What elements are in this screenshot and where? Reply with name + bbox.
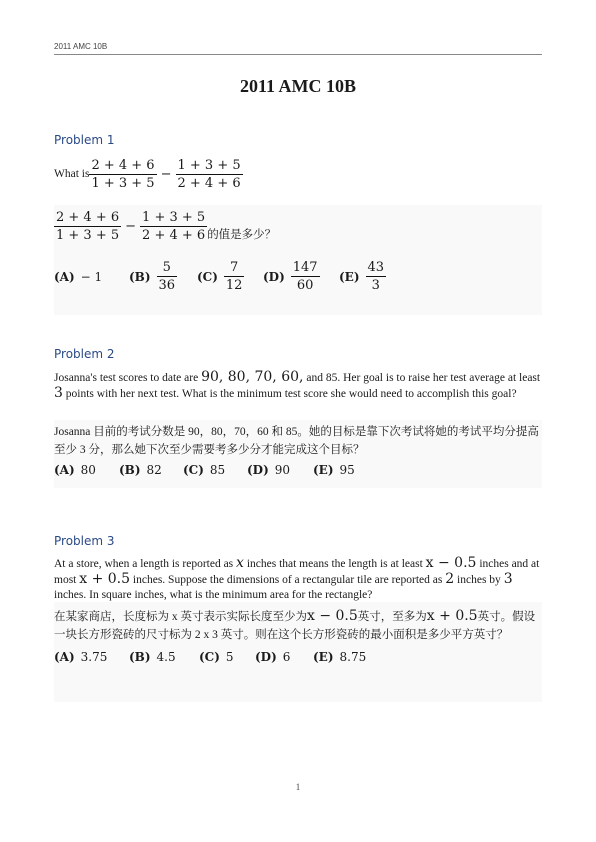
choice-a: (A) 3.75	[54, 650, 108, 664]
problem-1-english: What is $\frac{2 + 4 + 6}{1 + 3 + 5}$ − $\frac{1 + 3 + 5}{2 + 4 + 6}$	[54, 158, 241, 191]
problem-1-en-prefix: What is	[54, 168, 90, 180]
problem-1-cn-frac-b: $\frac{1 + 3 + 5}{2 + 4 + 6}$	[142, 210, 206, 243]
problem-3-english: At a store, when a length is reported as x inches that means the length is at least x − 0.5 inches and at most x + 0.5 inches. Suppose the dimensions of a rectangular tile are reported as 2 inches by 3 inches. In square inches, what is the minimum area for the rectangle?	[54, 555, 540, 601]
problem-1-choices	[54, 260, 386, 293]
choice-d: (D) 6	[255, 650, 291, 664]
running-header: 2011 AMC 10B	[54, 42, 542, 55]
problem-2-choices	[54, 463, 355, 477]
choice-e: (E) 8.75	[313, 650, 367, 664]
page-title: 2011 AMC 10B	[239, 76, 356, 96]
choice-e: (E) $\frac{43}{3}$	[339, 260, 385, 293]
choice-b: (B) 4.5	[129, 650, 176, 664]
problem-3-title: Problem 3	[54, 534, 115, 548]
problem-2-chinese: Josanna 目前的考试分数是 90，80，70，60 和 85。她的目标是靠下次考试将她的考试平均分提高至少 3 分，那么她下次至少需要考多少分才能完成这个目标？	[54, 426, 539, 456]
problem-3-choices	[54, 650, 366, 664]
choice-a: (A) 80	[54, 463, 96, 477]
problem-1-frac-b: $\frac{1 + 3 + 5}{2 + 4 + 6}$	[177, 158, 241, 191]
choice-b: (B) 82	[119, 463, 162, 477]
problem-2-title: Problem 2	[54, 347, 115, 361]
choice-b: (B) $\frac{5}{36}$	[129, 260, 176, 293]
problem-1-frac-a: $\frac{2 + 4 + 6}{1 + 3 + 5}$	[91, 158, 155, 191]
choice-d: (D) 90	[247, 463, 291, 477]
page-number: 1	[295, 782, 301, 792]
choice-e: (E) 95	[313, 463, 355, 477]
choice-c: (C) 85	[183, 463, 226, 477]
choice-d: (D) $\frac{147}{60}$	[263, 260, 318, 293]
choice-c: (C) 5	[199, 650, 234, 664]
problem-1-chinese: $\frac{2 + 4 + 6}{1 + 3 + 5}$ − $\frac{1 + 3 + 5}{2 + 4 + 6}$ 的值是多少？	[56, 210, 277, 243]
choice-a: (A) − 1	[54, 269, 103, 284]
problem-1-cn-frac-a: $\frac{2 + 4 + 6}{1 + 3 + 5}$	[56, 210, 120, 243]
problem-1-title: Problem 1	[54, 133, 115, 147]
choice-c: (C) $\frac{7}{12}$	[197, 260, 243, 293]
problem-3-chinese: 在某家商店，长度标为 x 英寸表示实际长度至少为x − 0.5英寸，至多为x + 0.5英寸。假设一块长方形瓷砖的尺寸标为 2 x 3 英寸。则在这个长方形瓷砖的最小面积是多少平方英寸？	[54, 608, 536, 641]
problem-2-english: Josanna's test scores to date are 90, 80, 70, 60, and 85. Her goal is to raise her test average at least 3 points with her next test. What is the minimum test score she would need to accomplish this goal?	[54, 369, 541, 401]
problem-1-cn-suffix: 的值是多少？	[207, 229, 277, 241]
